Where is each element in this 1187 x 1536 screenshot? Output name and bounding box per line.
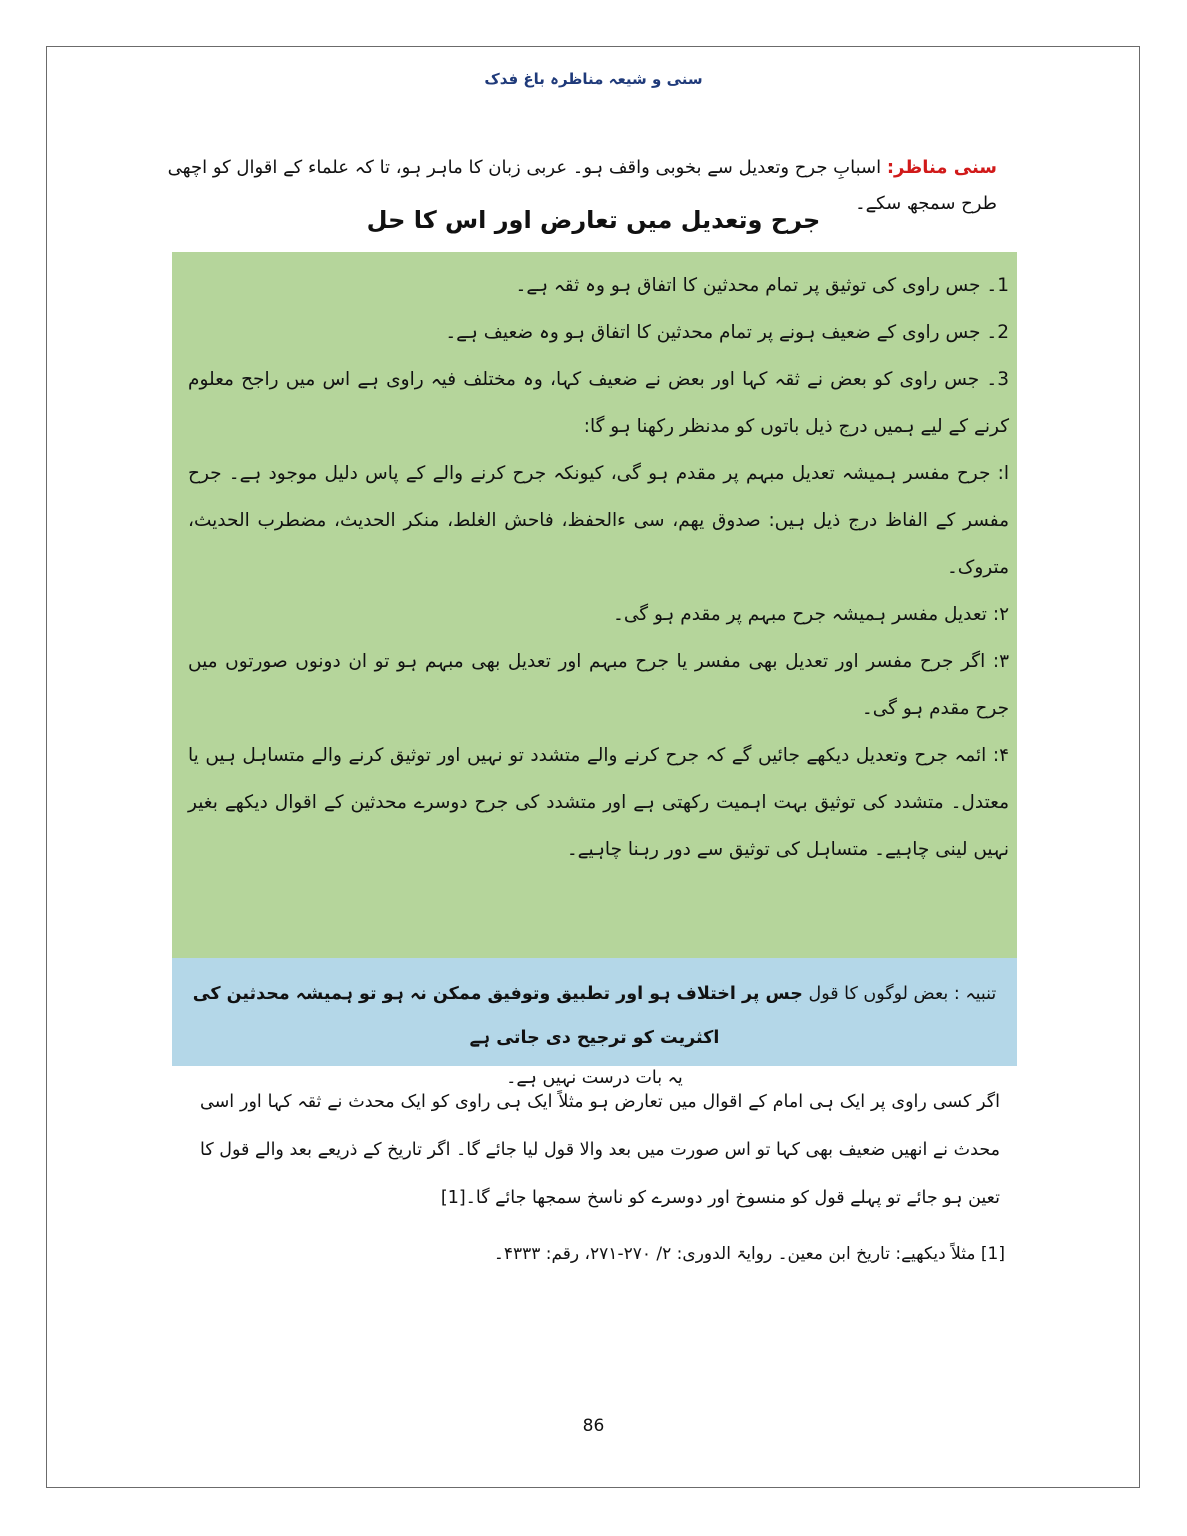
body-paragraph: اگر کسی راوی پر ایک ہی امام کے اقوال میں تعارض ہو مثلاً ایک ہی راوی کو ایک محدث نے ثقہ کہا اور اسی محدث نے انھیں ضعیف بھی کہا تو اس صورت میں بعد والا قول لیا جائے گا۔ اگر تاریخ کے ذریعے بعد والے قول کا تعین ہو جائے تو پہلے قول کو منسوخ اور دوسرے کو ناسخ سمجھا جائے گا۔[1] [200, 1092, 1000, 1208]
footnote: [1] مثلاً دیکھیے: تاریخ ابن معین۔ روایۃ الدوری: ۲/ ۲۷۰-۲۷۱، رقم: ۴۳۳۳۔ [493, 1244, 1005, 1264]
running-header: سنی و شیعہ مناظرہ باغ فدک [484, 70, 703, 88]
warning-note [188, 972, 1001, 1060]
warning-label: تنبیہ : بعض لوگوں کا قول [808, 984, 997, 1004]
speaker-label: سنی مناظر: [886, 157, 997, 178]
warning-tail: یہ بات درست نہیں ہے۔ [506, 1068, 683, 1088]
rule-paragraph: ۴: ائمہ جرح وتعدیل دیکھے جائیں گے کہ جرح کرنے والے متشدد تو نہیں اور توثیق کرنے والے متساہل ہیں یا معتدل۔ متشدد کی توثیق بہت اہمیت رکھتی ہے اور متشدد کی جرح دوسرے محدثین کے اقوال دیکھے بغیر نہیں لینی چاہیے۔ متساہل کی توثیق سے دور رہنا چاہیے۔ [188, 745, 1009, 860]
rule-paragraph: 2۔ جس راوی کے ضعیف ہونے پر تمام محدثین کا اتفاق ہو وہ ضعیف ہے۔ [445, 322, 1009, 343]
page-number: 86 [582, 1416, 605, 1436]
rule-paragraph: ا: جرح مفسر ہمیشہ تعدیل مبہم پر مقدم ہو گی، کیونکہ جرح کرنے والے کے پاس دلیل موجود ہے۔ جرح مفسر کے الفاظ درج ذیل ہیں: صدوق یھم، سی ءالحفظ، فاحش الغلط، منکر الحدیث، مضطرب الحدیث، متروک۔ [188, 463, 1009, 578]
section-heading: جرح وتعدیل میں تعارض اور اس کا حل [366, 206, 821, 234]
intro-text: اسبابِ جرح وتعدیل سے بخوبی واقف ہو۔ عربی زبان کا ماہر ہو، تا کہ علماء کے اقوال کو اچھی طرح سمجھ سکے۔ [167, 157, 997, 214]
rule-paragraph: 3۔ جس راوی کو بعض نے ثقہ کہا اور بعض نے ضعیف کہا، وہ مختلف فیہ راوی ہے اس میں راجح معلوم کرنے کے لیے ہمیں درج ذیل باتوں کو مدنظر رکھنا ہو گا: [188, 369, 1009, 437]
rule-paragraph: 1۔ جس راوی کی توثیق پر تمام محدثین کا اتفاق ہو وہ ثقہ ہے۔ [515, 275, 1009, 296]
rules-box [172, 252, 1017, 958]
warning-box [172, 958, 1017, 1088]
rule-paragraph: ۲: تعدیل مفسر ہمیشہ جرح مبہم پر مقدم ہو گی۔ [613, 604, 1009, 625]
warning-quote: جس پر اختلاف ہو اور تطبیق وتوفیق ممکن نہ ہو تو ہمیشہ محدثین کی اکثریت کو ترجیح دی جاتی ہے [192, 984, 803, 1048]
rule-paragraph: ۳: اگر جرح مفسر اور تعدیل بھی مفسر یا جرح مبہم اور تعدیل بھی مبہم ہو تو ان دونوں صورتوں میں جرح مقدم ہو گی۔ [188, 651, 1009, 719]
